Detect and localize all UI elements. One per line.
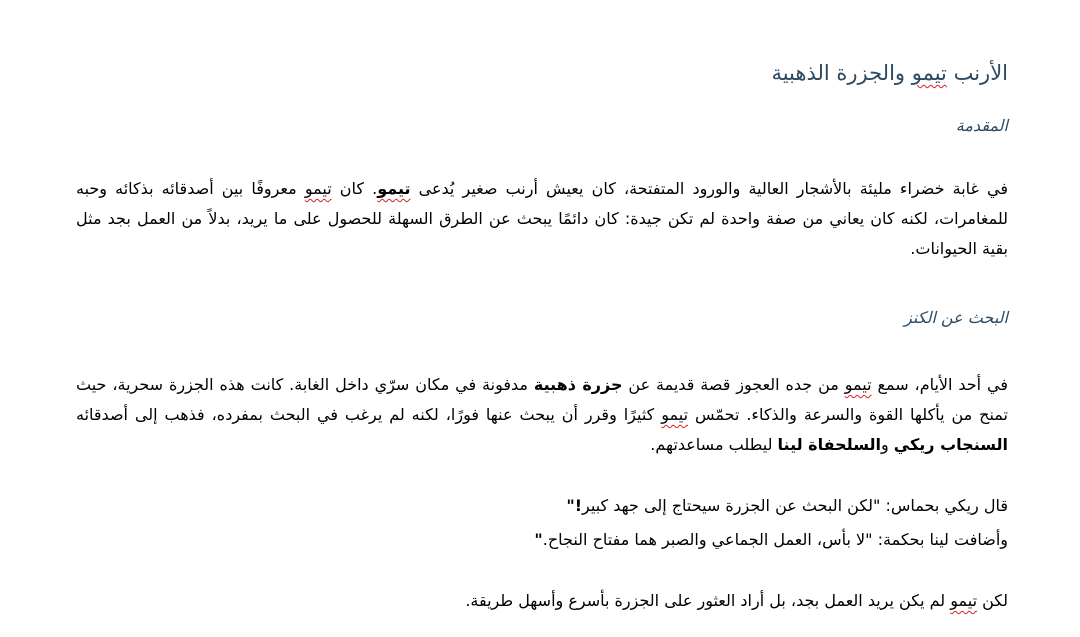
spellcheck-name: تيمو: [844, 375, 872, 394]
intro-heading: المقدمة: [955, 116, 1008, 135]
search-heading: البحث عن الكنز: [904, 308, 1008, 327]
spellcheck-name: تيمو: [304, 179, 332, 198]
story-paragraph: في أحد الأيام، سمع تيمو من جده العجوز قصة قديمة عن جزرة ذهبية مدفونة في مكان سرّي داخل الغابة. كانت هذه الجزرة سحرية، حيث تمنح من يأكلها القوة والسرعة والذكاء. تحمّس تيمو كثيرًا وقرر أن يبحث عنها فورًا، لكنه لم يرغب في البحث بمفرده، فذهب إلى أصدقائه السنجاب ريكي والسلحفاة لينا ليطلب مساعدتهم.: [76, 375, 1009, 454]
document-page: [76, 0, 1008, 637]
ricky-quote: قال ريكي بحماس: "لكن البحث عن الجزرة سيحتاج إلى جهد كبير!": [566, 496, 1008, 515]
bold-golden-carrot: جزرة ذهبية: [533, 375, 623, 394]
intro-paragraph: في غابة خضراء مليئة بالأشجار العالية والورود المتفتحة، كان يعيش أرنب صغير يُدعى تيمو. كان تيمو معروفًا بين أصدقائه بذكائه وحبه للمغامرات، لكنه كان يعاني من صفة واحدة لم تكن جيدة: كان دائمًا يبحث عن الطرق السهلة للحصول على ما يريد، بدلاً من العمل بجد مثل بقية الحيوانات.: [76, 179, 1008, 258]
bold-name: تيمو: [377, 179, 411, 198]
document-title: الأرنب تيمو والجزرة الذهبية: [771, 61, 1008, 85]
bold-ricky: السنجاب ريكي: [893, 435, 1008, 454]
spellcheck-name: تيمو: [950, 591, 978, 610]
lina-quote: وأضافت لينا بحكمة: "لا بأس، العمل الجماعي والصبر هما مفتاح النجاح.": [534, 530, 1008, 549]
spellcheck-name: تيمو: [911, 61, 947, 85]
closing-line: لكن تيمو لم يكن يريد العمل بجد، بل أراد العثور على الجزرة بأسرع وأسهل طريقة.: [465, 591, 1008, 610]
spellcheck-name: تيمو: [661, 405, 689, 424]
bold-lina: السلحفاة لينا: [777, 435, 881, 454]
